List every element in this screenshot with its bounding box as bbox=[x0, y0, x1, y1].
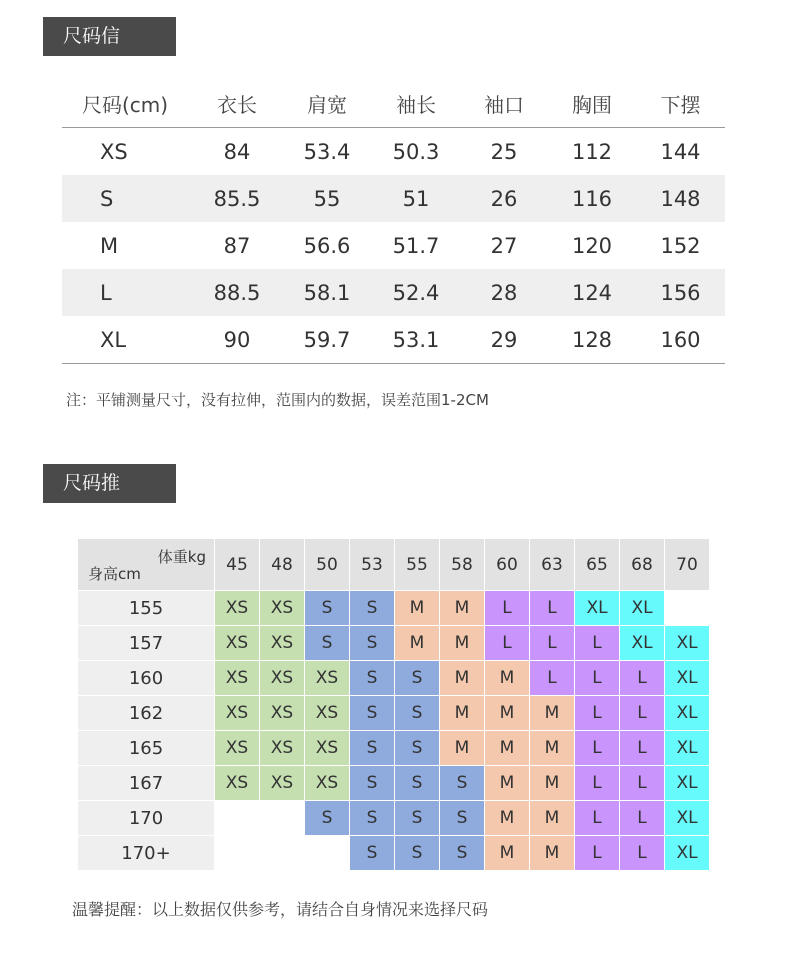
size-label-cell: M bbox=[100, 233, 119, 258]
weight-header-cell: 53 bbox=[350, 539, 394, 590]
size-recommend-cell: XS bbox=[260, 766, 304, 800]
size-recommend-cell: XL bbox=[620, 591, 664, 625]
size-recommend-cell: L bbox=[620, 661, 664, 695]
size-recommend-cell: XS bbox=[260, 661, 304, 695]
reminder-note: 温馨提醒：以上数据仅供参考，请结合自身情况来选择尺码 bbox=[72, 900, 489, 919]
size-recommend-cell: L bbox=[575, 696, 619, 730]
height-cell: 167 bbox=[78, 766, 214, 800]
height-row bbox=[78, 836, 709, 870]
size-recommend-cell: M bbox=[485, 696, 529, 730]
size-value-cell: 84 bbox=[223, 139, 251, 164]
weight-header-cell: 63 bbox=[530, 539, 574, 590]
size-table-row bbox=[62, 128, 725, 176]
size-recommend-cell: XS bbox=[215, 731, 259, 765]
size-value-cell: 28 bbox=[460, 269, 548, 316]
height-row bbox=[78, 766, 709, 800]
height-row bbox=[78, 801, 709, 835]
size-recommend-cell: L bbox=[530, 661, 574, 695]
size-recommend-cell: M bbox=[440, 696, 484, 730]
size-value-cell: 128 bbox=[548, 316, 636, 364]
size-recommend-cell: XS bbox=[260, 626, 304, 660]
size-recommend-cell: XS bbox=[215, 696, 259, 730]
size-recommend-cell: L bbox=[575, 731, 619, 765]
size-recommend-cell: L bbox=[575, 766, 619, 800]
size-value-cell: 27 bbox=[490, 233, 518, 258]
size-table-row bbox=[62, 269, 725, 316]
size-recommend-cell: XL bbox=[575, 591, 619, 625]
size-recommend-cell: S bbox=[395, 661, 439, 695]
size-recommend-cell: S bbox=[350, 626, 394, 660]
empty-cell bbox=[260, 801, 304, 835]
size-recommend-cell: S bbox=[440, 836, 484, 870]
size-value-cell: 120 bbox=[571, 233, 613, 258]
size-value-cell: 90 bbox=[192, 316, 282, 364]
size-value-cell: 58.1 bbox=[282, 269, 372, 316]
weight-header-cell: 60 bbox=[485, 539, 529, 590]
size-recommend-cell: M bbox=[485, 836, 529, 870]
size-table-header: 下摆 bbox=[636, 80, 725, 128]
size-recommend-cell: S bbox=[305, 801, 349, 835]
size-recommend-cell: M bbox=[440, 731, 484, 765]
size-recommend-cell: XL bbox=[665, 766, 709, 800]
size-value-cell: 53.1 bbox=[372, 316, 460, 364]
size-value-cell: 56.6 bbox=[303, 233, 351, 258]
size-value-cell: 52.4 bbox=[372, 269, 460, 316]
size-value-cell: 25 bbox=[490, 139, 518, 164]
size-recommend-cell: L bbox=[620, 836, 664, 870]
size-recommend-cell: L bbox=[620, 731, 664, 765]
size-recommend-cell: M bbox=[485, 801, 529, 835]
size-recommend-cell: S bbox=[350, 731, 394, 765]
size-recommend-cell: L bbox=[575, 661, 619, 695]
size-recommend-cell: L bbox=[575, 626, 619, 660]
size-value-cell: 29 bbox=[460, 316, 548, 364]
size-recommend-cell: L bbox=[620, 696, 664, 730]
size-value-cell: 53.4 bbox=[303, 139, 351, 164]
size-label-cell: XS bbox=[100, 139, 128, 164]
size-recommend-cell: S bbox=[350, 696, 394, 730]
size-value-cell: 51 bbox=[372, 175, 460, 222]
size-recommend-cell: S bbox=[395, 731, 439, 765]
size-recommend-cell: S bbox=[395, 801, 439, 835]
size-recommend-grid bbox=[77, 538, 710, 871]
size-recommend-cell: M bbox=[530, 731, 574, 765]
size-value-cell: 152 bbox=[660, 233, 701, 258]
size-table-header: 尺码(cm) bbox=[62, 80, 192, 128]
size-recommend-cell: L bbox=[620, 801, 664, 835]
size-recommend-cell: XS bbox=[215, 661, 259, 695]
size-recommend-cell: XL bbox=[665, 626, 709, 660]
size-recommend-cell: XS bbox=[305, 731, 349, 765]
size-value-cell: 59.7 bbox=[282, 316, 372, 364]
size-value-cell: 156 bbox=[636, 269, 725, 316]
size-recommend-cell: S bbox=[350, 766, 394, 800]
size-recommend-cell: S bbox=[350, 836, 394, 870]
size-recommend-cell: XL bbox=[665, 696, 709, 730]
size-value-cell: 85.5 bbox=[192, 175, 282, 222]
size-recommend-cell: M bbox=[485, 766, 529, 800]
size-recommend-cell: XS bbox=[260, 696, 304, 730]
size-recommend-cell: L bbox=[485, 626, 529, 660]
size-recommend-cell: S bbox=[305, 626, 349, 660]
size-recommend-cell: XL bbox=[665, 661, 709, 695]
height-cell: 165 bbox=[78, 731, 214, 765]
height-cell: 160 bbox=[78, 661, 214, 695]
weight-axis-label: 体重kg bbox=[157, 548, 206, 566]
size-recommend-cell: M bbox=[395, 591, 439, 625]
size-recommend-cell: S bbox=[350, 661, 394, 695]
weight-header-cell: 68 bbox=[620, 539, 664, 590]
size-recommend-cell: M bbox=[485, 661, 529, 695]
size-recommend-cell: XS bbox=[215, 591, 259, 625]
size-recommend-cell: M bbox=[530, 836, 574, 870]
height-cell: 162 bbox=[78, 696, 214, 730]
height-axis-label: 身高cm bbox=[88, 565, 141, 583]
size-value-cell: 148 bbox=[636, 175, 725, 222]
size-recommend-cell: L bbox=[530, 591, 574, 625]
size-label-cell: L bbox=[62, 269, 192, 316]
weight-header-cell: 48 bbox=[260, 539, 304, 590]
size-recommend-cell: M bbox=[530, 766, 574, 800]
size-table-header: 袖长 bbox=[372, 80, 460, 128]
size-value-cell: 124 bbox=[548, 269, 636, 316]
size-table-header-row bbox=[62, 80, 725, 128]
size-recommend-cell: M bbox=[530, 696, 574, 730]
size-recommend-cell: L bbox=[485, 591, 529, 625]
size-recommend-cell: XL bbox=[665, 836, 709, 870]
size-recommend-cell: S bbox=[395, 836, 439, 870]
size-recommend-cell: M bbox=[440, 626, 484, 660]
height-cell: 170 bbox=[78, 801, 214, 835]
empty-cell bbox=[305, 836, 349, 870]
size-recommend-cell: S bbox=[440, 801, 484, 835]
size-recommend-cell: XL bbox=[665, 801, 709, 835]
size-recommend-cell: L bbox=[530, 626, 574, 660]
size-recommend-cell: S bbox=[305, 591, 349, 625]
size-recommend-cell: S bbox=[395, 766, 439, 800]
size-recommend-cell: XS bbox=[215, 766, 259, 800]
size-recommend-cell: S bbox=[350, 801, 394, 835]
weight-header-cell: 55 bbox=[395, 539, 439, 590]
height-row bbox=[78, 626, 709, 660]
weight-header-cell: 50 bbox=[305, 539, 349, 590]
empty-cell bbox=[215, 836, 259, 870]
size-recommend-cell: S bbox=[350, 591, 394, 625]
height-row bbox=[78, 696, 709, 730]
size-table-row bbox=[62, 175, 725, 222]
weight-header-cell: 58 bbox=[440, 539, 484, 590]
size-value-cell: 160 bbox=[636, 316, 725, 364]
size-value-cell: 55 bbox=[282, 175, 372, 222]
size-recommend-cell: S bbox=[395, 696, 439, 730]
size-recommend-cell: XL bbox=[665, 731, 709, 765]
size-value-cell: 116 bbox=[548, 175, 636, 222]
size-value-cell: 88.5 bbox=[192, 269, 282, 316]
size-label-cell: XL bbox=[62, 316, 192, 364]
size-recommend-cell: XS bbox=[305, 661, 349, 695]
height-cell: 155 bbox=[78, 591, 214, 625]
height-row bbox=[78, 661, 709, 695]
size-recommend-cell: M bbox=[395, 626, 439, 660]
size-recommend-cell: XS bbox=[305, 766, 349, 800]
size-value-cell: 50.3 bbox=[392, 139, 440, 164]
weight-header-cell: 45 bbox=[215, 539, 259, 590]
weight-header-cell: 70 bbox=[665, 539, 709, 590]
size-recommend-cell: XS bbox=[260, 731, 304, 765]
size-recommend-cell: S bbox=[440, 766, 484, 800]
size-recommend-cell: XS bbox=[305, 696, 349, 730]
size-recommend-cell: XL bbox=[620, 626, 664, 660]
size-info-table bbox=[62, 80, 725, 364]
grid-corner-cell bbox=[78, 539, 214, 590]
size-value-cell: 87 bbox=[223, 233, 251, 258]
size-table-header: 胸围 bbox=[548, 80, 636, 128]
size-value-cell: 112 bbox=[571, 139, 613, 164]
size-recommend-cell: M bbox=[530, 801, 574, 835]
size-recommend-cell: M bbox=[440, 661, 484, 695]
size-value-cell: 51.7 bbox=[392, 233, 440, 258]
empty-cell bbox=[665, 591, 709, 625]
size-table-header: 衣长 bbox=[192, 80, 282, 128]
size-recommend-cell: XS bbox=[215, 626, 259, 660]
size-label-cell: S bbox=[62, 175, 192, 222]
height-row bbox=[78, 591, 709, 625]
size-table-header: 肩宽 bbox=[282, 80, 372, 128]
size-recommend-cell: L bbox=[575, 836, 619, 870]
measurement-note: 注：平铺测量尺寸，没有拉伸，范围内的数据，误差范围1-2CM bbox=[66, 391, 489, 409]
size-recommend-title: 尺码推荐： bbox=[43, 464, 176, 503]
weight-header-row bbox=[78, 539, 709, 590]
empty-cell bbox=[260, 836, 304, 870]
size-recommend-cell: M bbox=[485, 731, 529, 765]
size-table-row bbox=[62, 222, 725, 269]
size-table-header: 袖口 bbox=[460, 80, 548, 128]
size-recommend-cell: M bbox=[440, 591, 484, 625]
size-table-row bbox=[62, 316, 725, 364]
size-value-cell: 144 bbox=[660, 139, 701, 164]
size-recommend-cell: L bbox=[620, 766, 664, 800]
height-row bbox=[78, 731, 709, 765]
size-recommend-cell: XS bbox=[260, 591, 304, 625]
size-value-cell: 26 bbox=[460, 175, 548, 222]
size-recommend-cell: L bbox=[575, 801, 619, 835]
height-cell: 170+ bbox=[78, 836, 214, 870]
empty-cell bbox=[215, 801, 259, 835]
weight-header-cell: 65 bbox=[575, 539, 619, 590]
height-cell: 157 bbox=[78, 626, 214, 660]
size-info-title: 尺码信息： bbox=[43, 17, 176, 56]
